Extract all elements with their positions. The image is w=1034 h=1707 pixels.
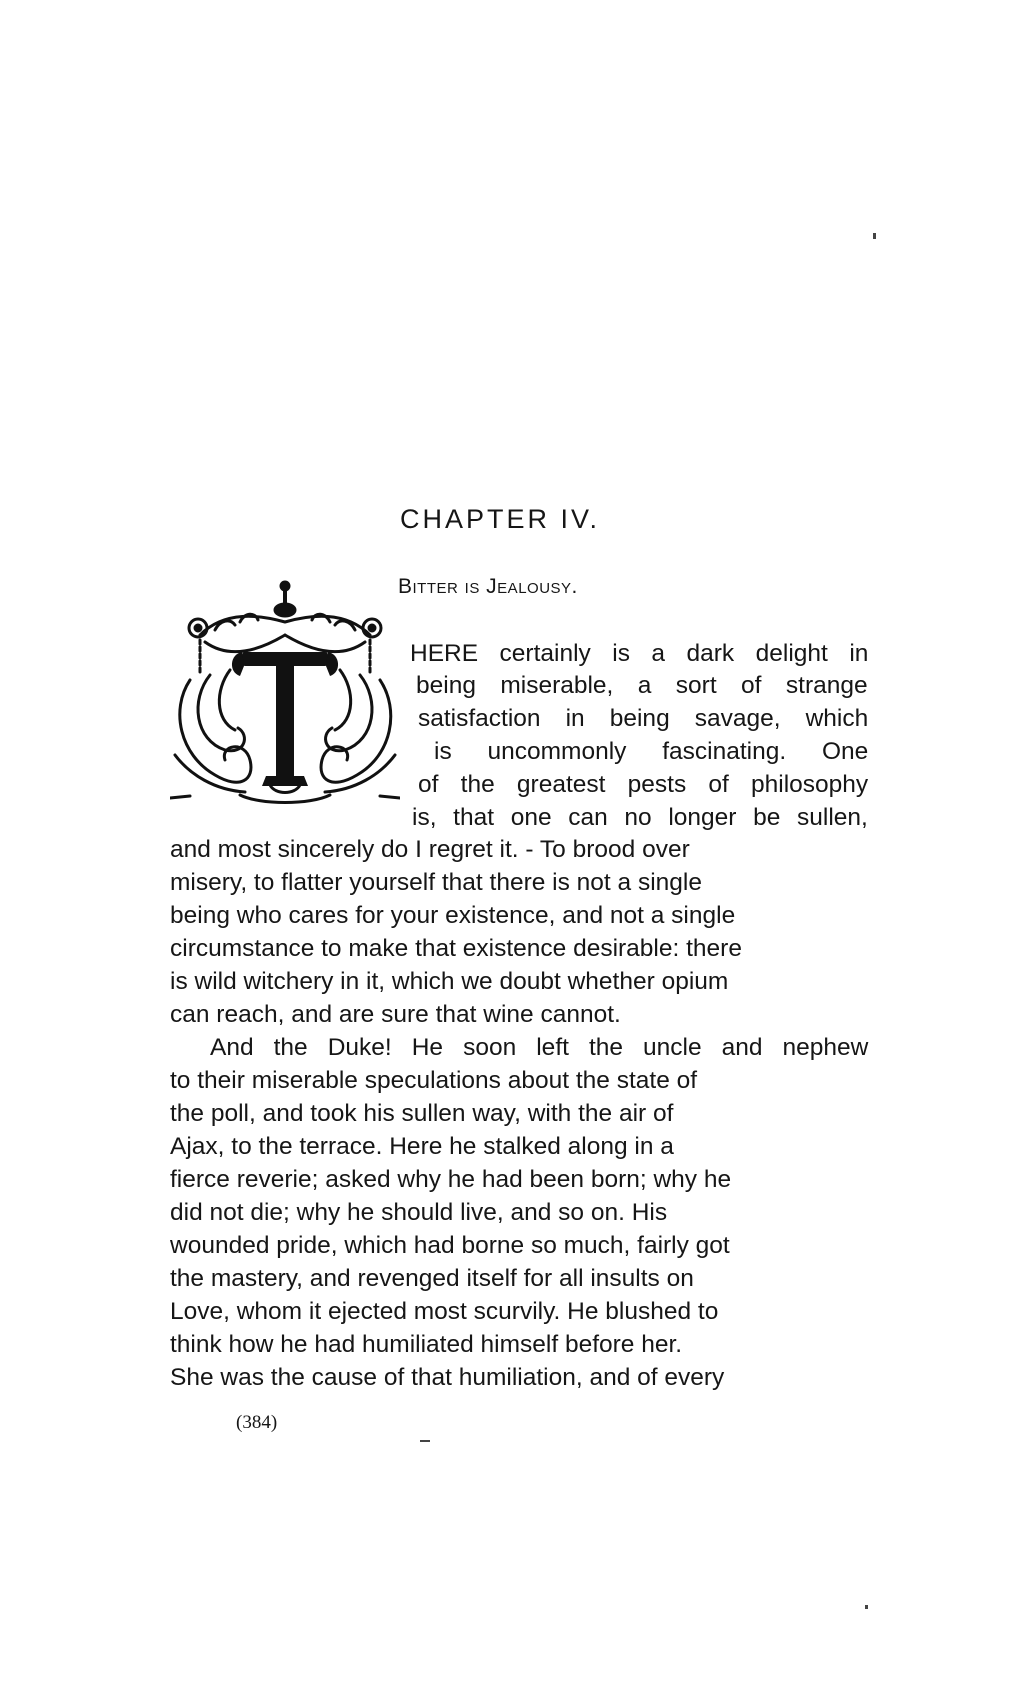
paragraph-line: and most sincerely do I regret it. - To brood over xyxy=(170,836,690,863)
paragraph-line: wounded pride, which had borne so much, fairly got xyxy=(170,1232,730,1259)
paragraph-line: satisfaction in being savage, which xyxy=(418,705,869,732)
paragraph-line: misery, to flatter yourself that there is not a single xyxy=(170,869,702,896)
paragraph-line: fierce reverie; asked why he had been born; why he xyxy=(170,1166,732,1193)
scan-speck xyxy=(420,1440,430,1442)
page-number: (384) xyxy=(236,1412,278,1433)
paragraph-line: of the greatest pests of philosophy xyxy=(418,771,869,798)
paragraph-line: Ajax, to the terrace. Here he stalked along in a xyxy=(170,1133,674,1160)
chapter-subtitle: Bitter is Jealousy. xyxy=(398,575,578,598)
paragraph-line: She was the cause of that humiliation, and of every xyxy=(170,1364,725,1391)
paragraph-line: being miserable, a sort of strange xyxy=(416,672,868,699)
paragraph-line: the poll, and took his sullen way, with the air of xyxy=(170,1100,674,1127)
scan-speck xyxy=(873,233,876,239)
paragraph-line: can reach, and are sure that wine cannot. xyxy=(170,1001,621,1028)
paragraph-line: Love, whom it ejected most scurvily. He blushed to xyxy=(170,1298,719,1325)
paragraph-line: HERE certainly is a dark delight in xyxy=(410,640,869,667)
paragraph-line: is uncommonly fascinating. One xyxy=(434,738,869,765)
paragraph-line: is wild witchery in it, which we doubt whether opium xyxy=(170,968,729,995)
chapter-title: CHAPTER IV. xyxy=(400,504,601,534)
paragraph-line: is, that one can no longer be sullen, xyxy=(412,804,868,831)
paragraph-line: circumstance to make that existence desirable: there xyxy=(170,935,742,962)
paragraph-line: the mastery, and revenged itself for all insults on xyxy=(170,1265,694,1292)
scan-speck xyxy=(865,1605,868,1609)
paragraph-line: think how he had humiliated himself before her. xyxy=(170,1331,683,1358)
paragraph-line: did not die; why he should live, and so on. His xyxy=(170,1199,668,1226)
paragraph-line: to their miserable speculations about the state of xyxy=(170,1067,698,1094)
drop-cap-ornament xyxy=(170,580,400,815)
paragraph-line: being who cares for your existence, and not a single xyxy=(170,902,736,929)
paragraph-line: And the Duke! He soon left the uncle and nephew xyxy=(210,1034,869,1061)
